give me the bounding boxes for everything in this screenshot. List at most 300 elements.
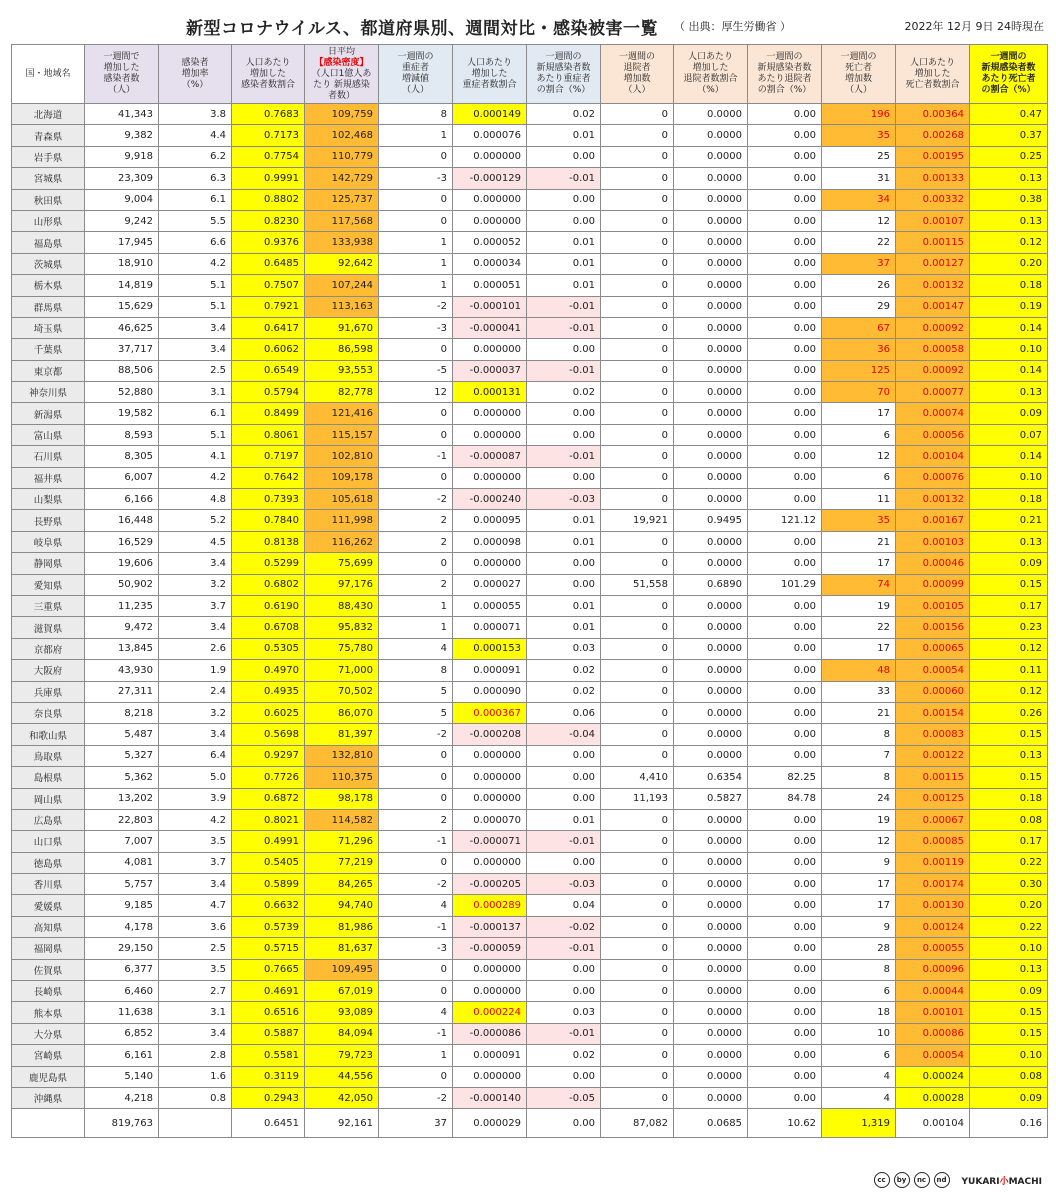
cell-severe-change: 0 (379, 467, 453, 488)
cell-pref: 福岡県 (12, 938, 85, 959)
cell-deaths: 67 (822, 317, 896, 338)
cell-severe-per-pop: 0.000149 (453, 104, 527, 125)
cell-deaths: 21 (822, 702, 896, 723)
cell-death-ratio: 0.15 (970, 767, 1048, 788)
cell-severe-per-pop: 0.000052 (453, 232, 527, 253)
cell-cases-per-pop: 0.6062 (232, 339, 305, 360)
cell-discharged-ratio: 0.00 (748, 104, 822, 125)
cell-severe-ratio: -0.02 (527, 916, 601, 937)
cell-cases-per-pop: 0.5739 (232, 916, 305, 937)
cell-pref: 徳島県 (12, 852, 85, 873)
header-severe-change: 一週間の 重症者 増減値 （人） (379, 45, 453, 104)
cell-cases-per-pop: 0.2943 (232, 1087, 305, 1108)
cell-deaths: 21 (822, 531, 896, 552)
cell-discharged: 0 (601, 424, 674, 445)
cell-severe-per-pop: -0.000205 (453, 874, 527, 895)
cell-daily-average: 84,265 (305, 874, 379, 895)
cell-cases-per-pop: 0.3119 (232, 1066, 305, 1087)
cell-severe-ratio: 0.00 (527, 339, 601, 360)
cell-severe-per-pop: 0.000000 (453, 788, 527, 809)
cell-weekly-cases: 4,081 (85, 852, 159, 873)
cell-weekly-cases: 5,327 (85, 745, 159, 766)
table-row (12, 446, 1048, 467)
cell-deaths-per-pop: 0.00044 (896, 981, 970, 1002)
cell-deaths: 36 (822, 339, 896, 360)
cell-deaths-per-pop: 0.00105 (896, 595, 970, 616)
cell-discharged: 0 (601, 210, 674, 231)
cell-discharged: 4,410 (601, 767, 674, 788)
cell-deaths: 35 (822, 510, 896, 531)
cell-discharged-ratio: 0.00 (748, 210, 822, 231)
table-row (12, 489, 1048, 510)
cell-severe-ratio: 0.00 (527, 210, 601, 231)
table-row (12, 125, 1048, 146)
cell-daily-average: 92,161 (305, 1109, 379, 1138)
cell-daily-average: 82,778 (305, 382, 379, 403)
cell-discharged: 0 (601, 745, 674, 766)
cell-deaths: 25 (822, 146, 896, 167)
cell-death-ratio: 0.09 (970, 1087, 1048, 1108)
cell-case-rate: 2.5 (159, 360, 232, 381)
cell-deaths: 29 (822, 296, 896, 317)
cell-severe-ratio: -0.01 (527, 938, 601, 959)
cell-deaths: 11 (822, 489, 896, 510)
cell-discharged: 0 (601, 724, 674, 745)
cell-case-rate: 0.8 (159, 1087, 232, 1108)
cell-cases-per-pop: 0.8061 (232, 424, 305, 445)
cell-case-rate: 5.1 (159, 296, 232, 317)
cell-pref: 高知県 (12, 916, 85, 937)
cell-daily-average: 75,699 (305, 553, 379, 574)
cell-discharged-per-pop: 0.0000 (674, 125, 748, 146)
cell-daily-average: 67,019 (305, 981, 379, 1002)
cell-weekly-cases: 8,305 (85, 446, 159, 467)
table-row (12, 1066, 1048, 1087)
cell-deaths: 10 (822, 1023, 896, 1044)
cell-weekly-cases: 11,638 (85, 1002, 159, 1023)
cell-case-rate: 5.2 (159, 510, 232, 531)
cell-severe-change: -2 (379, 296, 453, 317)
cell-severe-per-pop: 0.000000 (453, 959, 527, 980)
cell-daily-average: 125,737 (305, 189, 379, 210)
cell-weekly-cases: 6,377 (85, 959, 159, 980)
cell-pref: 三重県 (12, 595, 85, 616)
cell-deaths-per-pop: 0.00115 (896, 767, 970, 788)
cell-discharged-ratio: 0.00 (748, 660, 822, 681)
cell-discharged-ratio: 0.00 (748, 253, 822, 274)
cell-daily-average: 109,178 (305, 467, 379, 488)
cell-case-rate: 2.8 (159, 1045, 232, 1066)
cell-discharged: 0 (601, 916, 674, 937)
cell-severe-ratio: 0.06 (527, 702, 601, 723)
cell-severe-ratio: 0.01 (527, 531, 601, 552)
cell-discharged-per-pop: 0.0000 (674, 724, 748, 745)
cell-severe-change: 8 (379, 104, 453, 125)
cell-deaths-per-pop: 0.00101 (896, 1002, 970, 1023)
cell-discharged: 0 (601, 275, 674, 296)
table-row (12, 831, 1048, 852)
cell-pref: 秋田県 (12, 189, 85, 210)
cell-severe-change: 1 (379, 275, 453, 296)
cell-cases-per-pop: 0.5887 (232, 1023, 305, 1044)
cell-case-rate: 3.4 (159, 1023, 232, 1044)
cell-pref: 長崎県 (12, 981, 85, 1002)
cell-case-rate: 2.7 (159, 981, 232, 1002)
cell-discharged-per-pop: 0.0000 (674, 959, 748, 980)
cell-severe-per-pop: 0.000091 (453, 660, 527, 681)
cell-deaths-per-pop: 0.00092 (896, 360, 970, 381)
cell-severe-ratio: -0.01 (527, 1023, 601, 1044)
cell-discharged: 0 (601, 339, 674, 360)
cell-daily-average: 81,986 (305, 916, 379, 937)
cell-discharged-per-pop: 0.5827 (674, 788, 748, 809)
cell-discharged-per-pop: 0.0000 (674, 253, 748, 274)
cell-case-rate: 6.6 (159, 232, 232, 253)
cell-severe-ratio: 0.00 (527, 403, 601, 424)
title-bar (0, 8, 1056, 44)
table-row (12, 424, 1048, 445)
cell-cases-per-pop: 0.5698 (232, 724, 305, 745)
cell-death-ratio: 0.17 (970, 595, 1048, 616)
cell-discharged: 0 (601, 189, 674, 210)
cell-death-ratio: 0.14 (970, 317, 1048, 338)
cell-deaths-per-pop: 0.00195 (896, 146, 970, 167)
cell-case-rate: 4.2 (159, 253, 232, 274)
cell-deaths: 22 (822, 617, 896, 638)
cell-severe-ratio: -0.04 (527, 724, 601, 745)
cell-weekly-cases: 9,004 (85, 189, 159, 210)
cell-discharged-ratio: 0.00 (748, 424, 822, 445)
cell-death-ratio: 0.30 (970, 874, 1048, 895)
nd-license-icon: nd (934, 1172, 950, 1188)
cell-deaths-per-pop: 0.00086 (896, 1023, 970, 1044)
cell-case-rate: 3.4 (159, 317, 232, 338)
cell-severe-per-pop: 0.000000 (453, 339, 527, 360)
cell-pref: 佐賀県 (12, 959, 85, 980)
cell-discharged: 0 (601, 702, 674, 723)
cell-deaths-per-pop: 0.00028 (896, 1087, 970, 1108)
cell-deaths: 31 (822, 168, 896, 189)
cell-severe-ratio: 0.00 (527, 1066, 601, 1087)
cell-weekly-cases: 4,218 (85, 1087, 159, 1108)
cell-cases-per-pop: 0.6872 (232, 788, 305, 809)
table-row (12, 403, 1048, 424)
cell-discharged-ratio: 0.00 (748, 1087, 822, 1108)
cell-discharged: 0 (601, 959, 674, 980)
cell-deaths: 6 (822, 981, 896, 1002)
cell-severe-per-pop: -0.000041 (453, 317, 527, 338)
header-discharged: 一週間の 退院者 増加数 （人） (601, 45, 674, 104)
cell-deaths-per-pop: 0.00065 (896, 638, 970, 659)
cell-deaths: 9 (822, 852, 896, 873)
cell-case-rate: 3.1 (159, 382, 232, 403)
cell-deaths: 26 (822, 275, 896, 296)
cell-cases-per-pop: 0.5405 (232, 852, 305, 873)
cell-discharged: 0 (601, 831, 674, 852)
cell-discharged-per-pop: 0.0000 (674, 595, 748, 616)
cell-severe-ratio: 0.01 (527, 253, 601, 274)
cell-cases-per-pop: 0.8499 (232, 403, 305, 424)
cell-deaths-per-pop: 0.00046 (896, 553, 970, 574)
cell-severe-per-pop: 0.000027 (453, 574, 527, 595)
cell-discharged-per-pop: 0.0000 (674, 638, 748, 659)
cell-severe-change: 0 (379, 1066, 453, 1087)
cell-deaths: 28 (822, 938, 896, 959)
cell-discharged-ratio: 0.00 (748, 681, 822, 702)
cell-deaths: 8 (822, 959, 896, 980)
cell-discharged: 0 (601, 382, 674, 403)
cell-discharged-ratio: 0.00 (748, 745, 822, 766)
cell-cases-per-pop: 0.4691 (232, 981, 305, 1002)
cell-cases-per-pop: 0.7665 (232, 959, 305, 980)
brand-logo (962, 1174, 1042, 1187)
cell-deaths: 12 (822, 831, 896, 852)
cell-discharged-per-pop: 0.0000 (674, 702, 748, 723)
cell-cases-per-pop: 0.8138 (232, 531, 305, 552)
cell-daily-average: 121,416 (305, 403, 379, 424)
cell-daily-average: 102,468 (305, 125, 379, 146)
cell-severe-ratio: 0.00 (527, 745, 601, 766)
cell-deaths-per-pop: 0.00054 (896, 1045, 970, 1066)
cell-pref: 埼玉県 (12, 317, 85, 338)
cell-deaths-per-pop: 0.00067 (896, 809, 970, 830)
cell-severe-ratio: 0.01 (527, 617, 601, 638)
cell-cases-per-pop: 0.6025 (232, 702, 305, 723)
cell-weekly-cases: 11,235 (85, 595, 159, 616)
cell-pref: 栃木県 (12, 275, 85, 296)
cell-deaths-per-pop: 0.00147 (896, 296, 970, 317)
cell-discharged-ratio: 0.00 (748, 595, 822, 616)
cell-severe-per-pop: -0.000037 (453, 360, 527, 381)
cell-deaths: 4 (822, 1087, 896, 1108)
cell-severe-per-pop: -0.000059 (453, 938, 527, 959)
cell-severe-ratio: -0.01 (527, 168, 601, 189)
cell-severe-per-pop: 0.000098 (453, 531, 527, 552)
cell-daily-average: 102,810 (305, 446, 379, 467)
cell-discharged: 0 (601, 104, 674, 125)
cell-daily-average: 75,780 (305, 638, 379, 659)
cell-weekly-cases: 819,763 (85, 1109, 159, 1138)
cell-deaths: 33 (822, 681, 896, 702)
cell-severe-change: 0 (379, 339, 453, 360)
cell-discharged-ratio: 0.00 (748, 296, 822, 317)
total-row (12, 1109, 1048, 1138)
cell-severe-change: 5 (379, 702, 453, 723)
cell-weekly-cases: 27,311 (85, 681, 159, 702)
cell-weekly-cases: 5,140 (85, 1066, 159, 1087)
cell-discharged-per-pop: 0.0000 (674, 681, 748, 702)
table-row (12, 895, 1048, 916)
cell-weekly-cases: 8,593 (85, 424, 159, 445)
cell-case-rate: 4.8 (159, 489, 232, 510)
cell-weekly-cases: 9,242 (85, 210, 159, 231)
cell-discharged: 0 (601, 489, 674, 510)
cell-death-ratio: 0.15 (970, 1023, 1048, 1044)
cell-severe-ratio: 0.00 (527, 788, 601, 809)
cell-discharged-ratio: 0.00 (748, 168, 822, 189)
cell-severe-change: 0 (379, 553, 453, 574)
cell-severe-per-pop: 0.000224 (453, 1002, 527, 1023)
cell-severe-per-pop: 0.000000 (453, 467, 527, 488)
cell-severe-per-pop: -0.000101 (453, 296, 527, 317)
cell-cases-per-pop: 0.7683 (232, 104, 305, 125)
cell-severe-per-pop: 0.000000 (453, 767, 527, 788)
cell-cases-per-pop: 0.8230 (232, 210, 305, 231)
cell-pref: 青森県 (12, 125, 85, 146)
table-row (12, 531, 1048, 552)
cell-weekly-cases: 16,529 (85, 531, 159, 552)
cell-cases-per-pop: 0.7173 (232, 125, 305, 146)
cell-daily-average: 88,430 (305, 595, 379, 616)
cell-discharged-per-pop: 0.0000 (674, 1002, 748, 1023)
cell-severe-change: 1 (379, 125, 453, 146)
table-row (12, 788, 1048, 809)
cell-severe-per-pop: 0.000289 (453, 895, 527, 916)
header-case-rate: 感染者 増加率 （%） (159, 45, 232, 104)
cell-severe-per-pop: -0.000137 (453, 916, 527, 937)
cell-death-ratio: 0.22 (970, 916, 1048, 937)
cell-discharged: 0 (601, 553, 674, 574)
cell-severe-per-pop: 0.000000 (453, 146, 527, 167)
cell-pref: 沖縄県 (12, 1087, 85, 1108)
cell-discharged-per-pop: 0.0000 (674, 1023, 748, 1044)
cell-severe-change: 4 (379, 895, 453, 916)
cell-daily-average: 97,176 (305, 574, 379, 595)
cell-severe-change: 0 (379, 852, 453, 873)
table-row (12, 553, 1048, 574)
cell-daily-average: 42,050 (305, 1087, 379, 1108)
cell-deaths: 6 (822, 467, 896, 488)
cell-deaths: 34 (822, 189, 896, 210)
cell-severe-ratio: -0.01 (527, 831, 601, 852)
cell-deaths-per-pop: 0.00076 (896, 467, 970, 488)
cell-deaths-per-pop: 0.00124 (896, 916, 970, 937)
cell-deaths-per-pop: 0.00122 (896, 745, 970, 766)
cell-death-ratio: 0.14 (970, 446, 1048, 467)
cell-weekly-cases: 88,506 (85, 360, 159, 381)
cell-death-ratio: 0.18 (970, 788, 1048, 809)
cell-case-rate: 3.4 (159, 553, 232, 574)
cell-deaths-per-pop: 0.00167 (896, 510, 970, 531)
table-row (12, 146, 1048, 167)
cell-discharged-ratio: 121.12 (748, 510, 822, 531)
cell-severe-ratio: -0.03 (527, 489, 601, 510)
cell-severe-change: 0 (379, 146, 453, 167)
cell-deaths-per-pop: 0.00056 (896, 424, 970, 445)
cell-deaths-per-pop: 0.00174 (896, 874, 970, 895)
cell-pref: 静岡県 (12, 553, 85, 574)
cell-deaths: 70 (822, 382, 896, 403)
cell-deaths-per-pop: 0.00096 (896, 959, 970, 980)
cell-severe-ratio: 0.00 (527, 553, 601, 574)
cell-deaths-per-pop: 0.00130 (896, 895, 970, 916)
cell-case-rate: 3.5 (159, 959, 232, 980)
cell-discharged-per-pop: 0.0000 (674, 874, 748, 895)
cell-daily-average: 86,070 (305, 702, 379, 723)
cell-severe-change: -1 (379, 446, 453, 467)
cell-discharged-ratio: 0.00 (748, 446, 822, 467)
table-row (12, 296, 1048, 317)
cell-case-rate: 3.2 (159, 702, 232, 723)
header-pref: 国・地域名 (12, 45, 85, 104)
by-license-icon: by (894, 1172, 910, 1188)
cell-discharged-per-pop: 0.0000 (674, 467, 748, 488)
cell-deaths: 17 (822, 638, 896, 659)
cell-deaths: 4 (822, 1066, 896, 1087)
cell-deaths-per-pop: 0.00077 (896, 382, 970, 403)
cell-cases-per-pop: 0.5715 (232, 938, 305, 959)
cell-pref: 島根県 (12, 767, 85, 788)
cell-case-rate: 6.4 (159, 745, 232, 766)
cell-discharged-per-pop: 0.0000 (674, 489, 748, 510)
cell-weekly-cases: 50,902 (85, 574, 159, 595)
cell-discharged-per-pop: 0.0685 (674, 1109, 748, 1138)
cell-cases-per-pop: 0.6451 (232, 1109, 305, 1138)
cell-weekly-cases: 17,945 (85, 232, 159, 253)
cell-death-ratio: 0.20 (970, 253, 1048, 274)
cell-discharged: 0 (601, 638, 674, 659)
cell-severe-change: 0 (379, 189, 453, 210)
cell-severe-ratio: -0.01 (527, 446, 601, 467)
cell-weekly-cases: 9,382 (85, 125, 159, 146)
cell-weekly-cases: 8,218 (85, 702, 159, 723)
cell-severe-change: 0 (379, 745, 453, 766)
cell-severe-ratio: 0.02 (527, 660, 601, 681)
cell-discharged-ratio: 0.00 (748, 638, 822, 659)
footer (874, 1171, 1042, 1189)
table-row (12, 916, 1048, 937)
cell-discharged-per-pop: 0.0000 (674, 916, 748, 937)
cell-weekly-cases: 29,150 (85, 938, 159, 959)
table-row (12, 938, 1048, 959)
table-row (12, 232, 1048, 253)
cell-death-ratio: 0.23 (970, 617, 1048, 638)
cell-deaths: 35 (822, 125, 896, 146)
cell-discharged: 0 (601, 981, 674, 1002)
cell-case-rate: 6.1 (159, 189, 232, 210)
cell-severe-per-pop: 0.000367 (453, 702, 527, 723)
cell-discharged: 0 (601, 1002, 674, 1023)
cell-severe-per-pop: -0.000240 (453, 489, 527, 510)
cell-discharged: 0 (601, 146, 674, 167)
cell-cases-per-pop: 0.7921 (232, 296, 305, 317)
cell-severe-change: 2 (379, 809, 453, 830)
cell-severe-change: 1 (379, 617, 453, 638)
cell-case-rate: 6.3 (159, 168, 232, 189)
cell-severe-ratio: 0.01 (527, 595, 601, 616)
cell-death-ratio: 0.37 (970, 125, 1048, 146)
cell-case-rate (159, 1109, 232, 1138)
cell-discharged-per-pop: 0.0000 (674, 809, 748, 830)
cell-discharged: 0 (601, 531, 674, 552)
cell-daily-average: 98,178 (305, 788, 379, 809)
cell-case-rate: 4.5 (159, 531, 232, 552)
cell-discharged-per-pop: 0.0000 (674, 1066, 748, 1087)
cell-death-ratio: 0.38 (970, 189, 1048, 210)
cell-discharged: 0 (601, 1023, 674, 1044)
cell-deaths: 74 (822, 574, 896, 595)
header-infection-density: 【感染密度】 (314, 57, 369, 68)
cell-severe-ratio: 0.01 (527, 232, 601, 253)
cell-severe-change: -2 (379, 1087, 453, 1108)
cell-discharged-per-pop: 0.0000 (674, 1087, 748, 1108)
cell-cases-per-pop: 0.4935 (232, 681, 305, 702)
cell-deaths: 1,319 (822, 1109, 896, 1138)
cell-pref: 山梨県 (12, 489, 85, 510)
cell-severe-ratio: 0.00 (527, 981, 601, 1002)
cell-discharged-ratio: 0.00 (748, 981, 822, 1002)
table-row (12, 1087, 1048, 1108)
